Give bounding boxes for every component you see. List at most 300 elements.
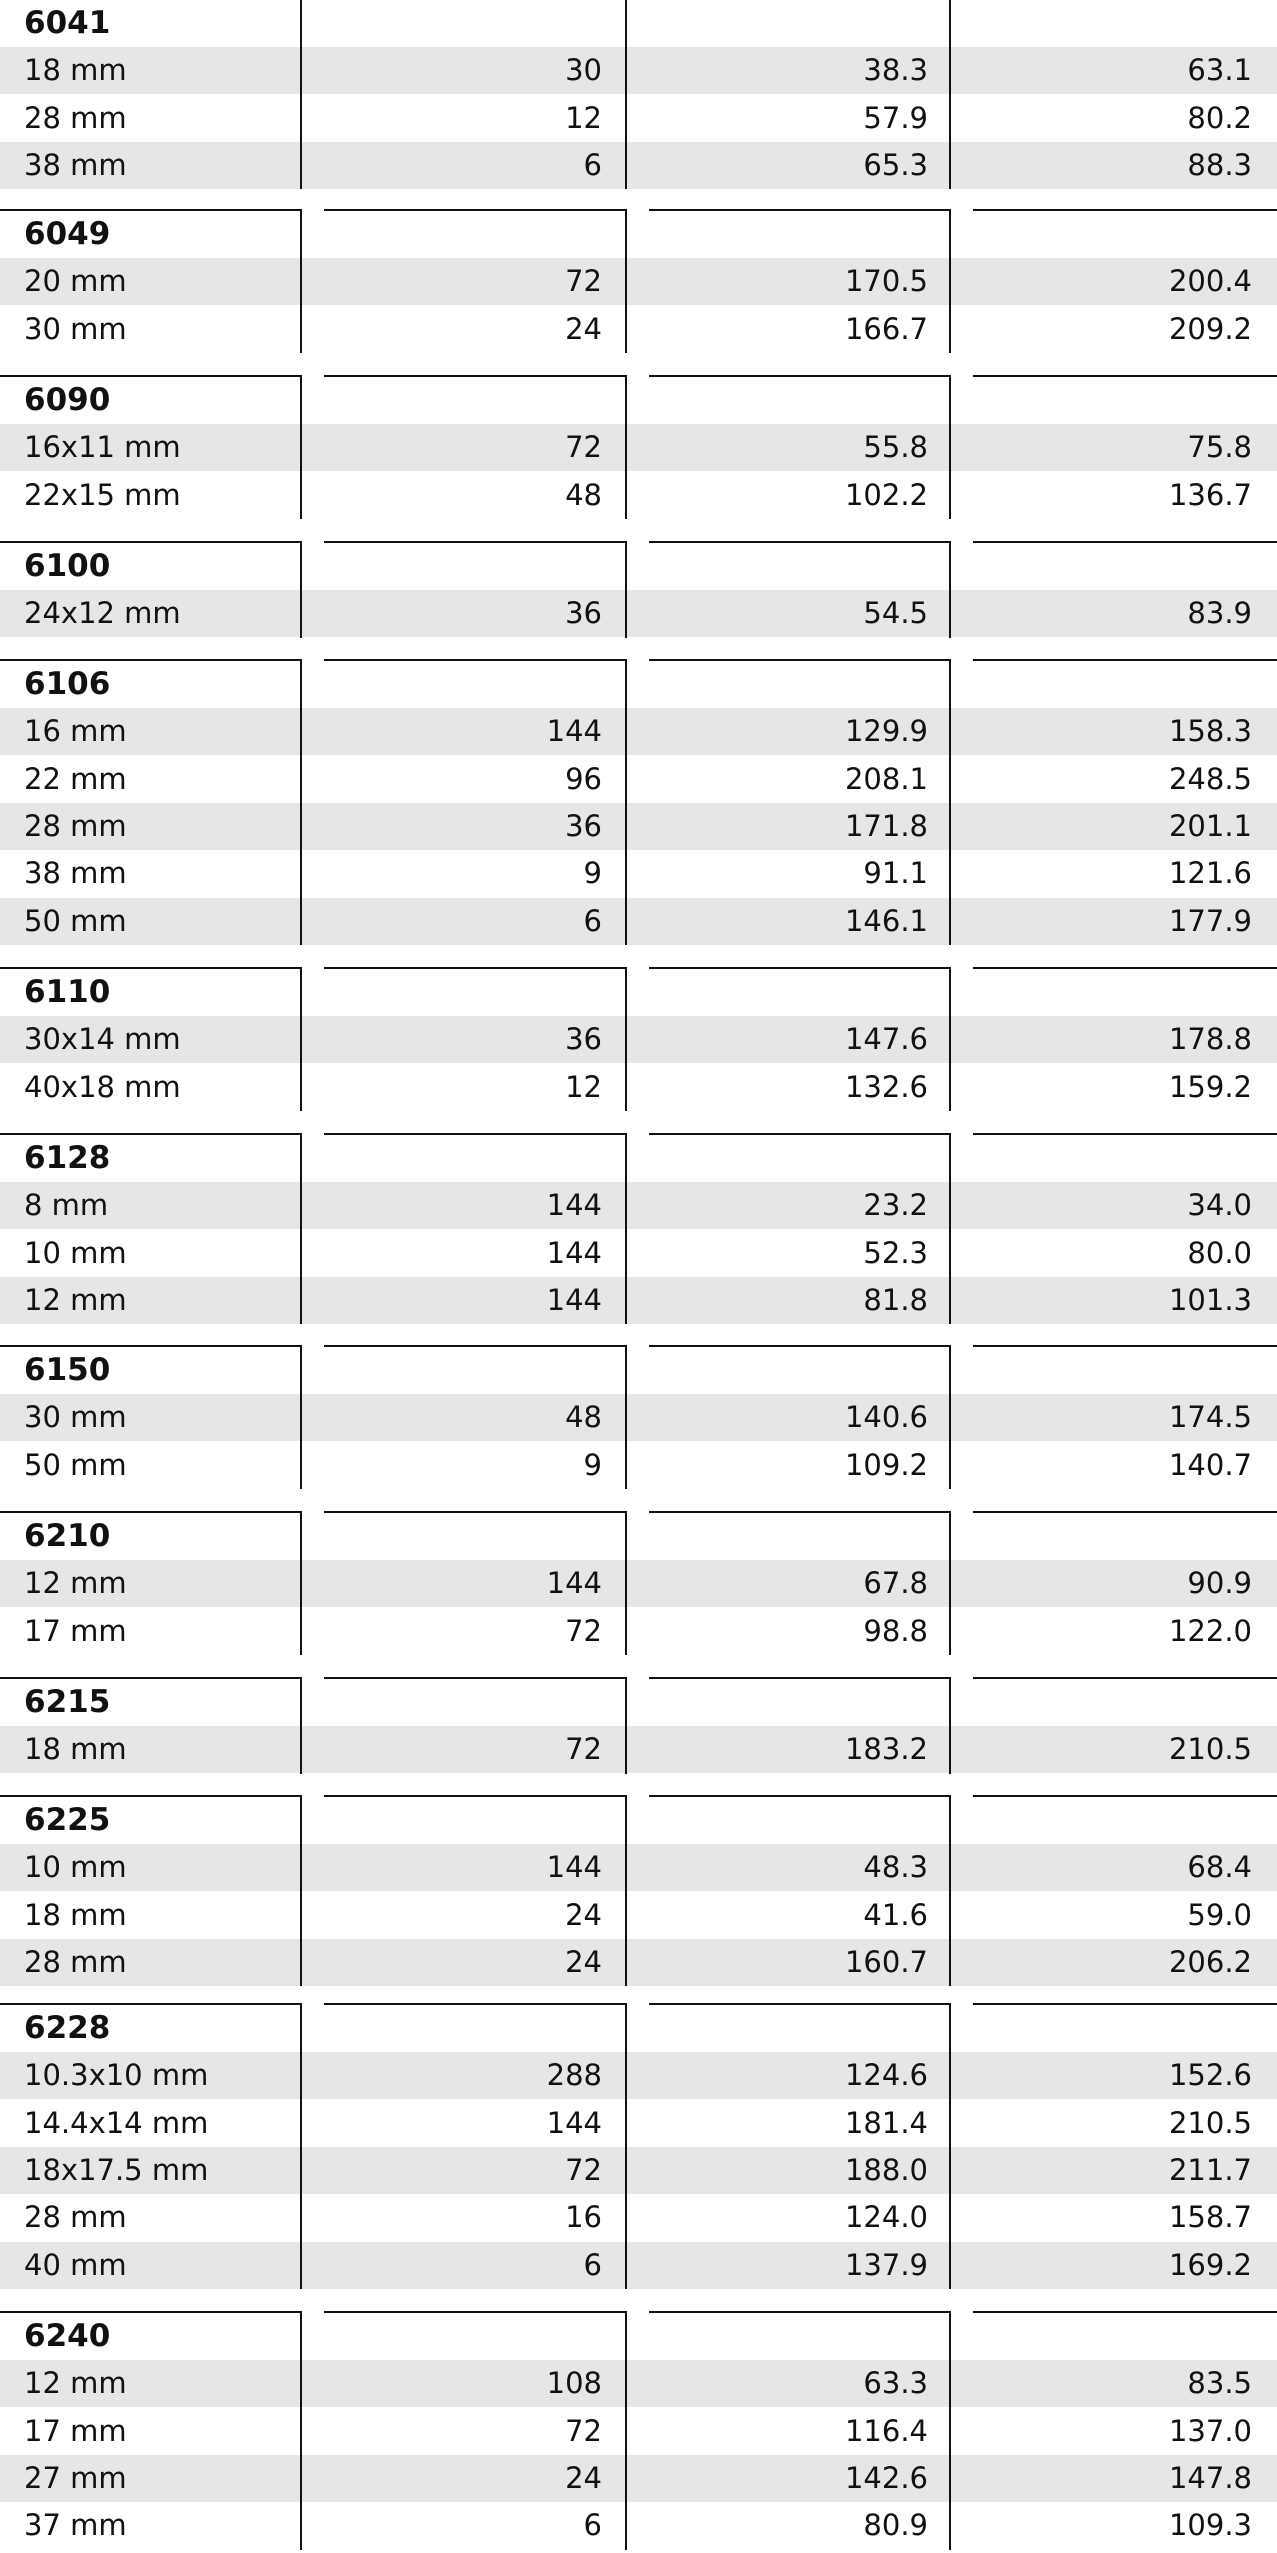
- column-divider: [949, 1345, 951, 1489]
- value-a-cell: 41.6: [863, 1898, 928, 1932]
- quantity-cell: 72: [565, 1732, 602, 1766]
- size-cell: 22x15 mm: [24, 478, 181, 512]
- group-header-row: [0, 377, 1277, 424]
- value-a-cell: 52.3: [863, 1236, 928, 1270]
- column-divider: [949, 2311, 951, 2550]
- column-top-border: [0, 541, 301, 543]
- group-code: 6106: [24, 666, 111, 702]
- column-top-border: [649, 1345, 950, 1347]
- product-group-6150: [0, 1347, 1277, 1489]
- table-row: [0, 1844, 1277, 1891]
- column-top-border: [0, 2311, 301, 2313]
- size-cell: 18 mm: [24, 53, 127, 87]
- column-divider: [300, 0, 302, 189]
- column-top-border: [973, 1795, 1277, 1797]
- group-code: 6090: [24, 382, 111, 418]
- quantity-cell: 6: [583, 148, 602, 182]
- table-row: [0, 95, 1277, 142]
- quantity-cell: 144: [546, 1236, 602, 1270]
- table-row: [0, 47, 1277, 94]
- quantity-cell: 24: [565, 1945, 602, 1979]
- size-cell: 12 mm: [24, 1283, 127, 1317]
- value-a-cell: 23.2: [863, 1188, 928, 1222]
- column-top-border: [324, 541, 626, 543]
- table-row: [0, 306, 1277, 353]
- value-b-cell: 59.0: [1187, 1898, 1252, 1932]
- value-b-cell: 122.0: [1168, 1614, 1252, 1648]
- value-a-cell: 183.2: [844, 1732, 928, 1766]
- product-group-6225: [0, 1797, 1277, 1986]
- quantity-cell: 24: [565, 312, 602, 346]
- value-b-cell: 140.7: [1168, 1448, 1252, 1482]
- column-divider: [300, 967, 302, 1111]
- table-row: [0, 2100, 1277, 2147]
- value-a-cell: 146.1: [844, 904, 928, 938]
- group-code: 6041: [24, 5, 111, 41]
- value-a-cell: 98.8: [863, 1614, 928, 1648]
- column-divider: [625, 375, 627, 519]
- column-top-border: [0, 1511, 301, 1513]
- column-top-border: [973, 1133, 1277, 1135]
- quantity-cell: 144: [546, 1283, 602, 1317]
- quantity-cell: 72: [565, 430, 602, 464]
- column-top-border: [649, 1795, 950, 1797]
- value-a-cell: 170.5: [844, 264, 928, 298]
- table-row: [0, 258, 1277, 305]
- column-top-border: [0, 2003, 301, 2005]
- value-a-cell: 81.8: [863, 1283, 928, 1317]
- size-cell: 30x14 mm: [24, 1022, 181, 1056]
- value-b-cell: 178.8: [1168, 1022, 1252, 1056]
- value-a-cell: 124.6: [844, 2058, 928, 2092]
- column-top-border: [324, 1345, 626, 1347]
- value-b-cell: 200.4: [1168, 264, 1252, 298]
- value-a-cell: 147.6: [844, 1022, 928, 1056]
- table-row: [0, 142, 1277, 189]
- value-b-cell: 177.9: [1168, 904, 1252, 938]
- size-cell: 40 mm: [24, 2248, 127, 2282]
- value-b-cell: 201.1: [1168, 809, 1252, 843]
- value-b-cell: 158.3: [1168, 714, 1252, 748]
- table-row: [0, 1016, 1277, 1063]
- column-divider: [300, 1345, 302, 1489]
- group-code: 6228: [24, 2010, 111, 2046]
- table-row: [0, 472, 1277, 519]
- size-cell: 27 mm: [24, 2461, 127, 2495]
- value-b-cell: 80.0: [1187, 1236, 1252, 1270]
- column-top-border: [973, 2311, 1277, 2313]
- column-top-border: [973, 541, 1277, 543]
- column-top-border: [649, 209, 950, 211]
- value-b-cell: 152.6: [1168, 2058, 1252, 2092]
- value-a-cell: 129.9: [844, 714, 928, 748]
- group-header-row: [0, 1135, 1277, 1182]
- product-group-6228: [0, 2005, 1277, 2289]
- product-group-6090: [0, 377, 1277, 519]
- column-top-border: [324, 967, 626, 969]
- column-divider: [625, 2311, 627, 2550]
- column-top-border: [649, 375, 950, 377]
- column-divider: [300, 1511, 302, 1655]
- group-code: 6110: [24, 974, 111, 1010]
- table-row: [0, 1277, 1277, 1324]
- value-a-cell: 181.4: [844, 2106, 928, 2140]
- quantity-cell: 12: [565, 101, 602, 135]
- value-a-cell: 109.2: [844, 1448, 928, 1482]
- value-a-cell: 80.9: [863, 2508, 928, 2542]
- value-a-cell: 91.1: [863, 856, 928, 890]
- size-cell: 50 mm: [24, 1448, 127, 1482]
- product-group-6106: [0, 661, 1277, 945]
- quantity-cell: 6: [583, 2508, 602, 2542]
- quantity-cell: 144: [546, 714, 602, 748]
- column-top-border: [324, 1677, 626, 1679]
- column-top-border: [324, 2003, 626, 2005]
- value-a-cell: 160.7: [844, 1945, 928, 1979]
- quantity-cell: 48: [565, 478, 602, 512]
- quantity-cell: 144: [546, 1850, 602, 1884]
- column-divider: [949, 1511, 951, 1655]
- table-row: [0, 2242, 1277, 2289]
- column-top-border: [0, 375, 301, 377]
- value-b-cell: 83.9: [1187, 596, 1252, 630]
- column-top-border: [324, 1795, 626, 1797]
- column-divider: [625, 1795, 627, 1986]
- group-header-row: [0, 969, 1277, 1016]
- column-divider: [625, 1345, 627, 1489]
- table-row: [0, 1939, 1277, 1986]
- value-b-cell: 209.2: [1168, 312, 1252, 346]
- value-b-cell: 211.7: [1168, 2153, 1252, 2187]
- value-a-cell: 171.8: [844, 809, 928, 843]
- column-top-border: [649, 1677, 950, 1679]
- column-top-border: [973, 967, 1277, 969]
- column-top-border: [324, 659, 626, 661]
- column-divider: [625, 541, 627, 638]
- value-b-cell: 158.7: [1168, 2200, 1252, 2234]
- column-divider: [625, 967, 627, 1111]
- value-b-cell: 109.3: [1168, 2508, 1252, 2542]
- value-a-cell: 102.2: [844, 478, 928, 512]
- column-top-border: [649, 2311, 950, 2313]
- group-code: 6225: [24, 1802, 111, 1838]
- column-top-border: [324, 1133, 626, 1135]
- column-top-border: [973, 1677, 1277, 1679]
- table-row: [0, 2194, 1277, 2241]
- column-divider: [300, 209, 302, 353]
- table-row: [0, 1064, 1277, 1111]
- value-a-cell: 208.1: [844, 762, 928, 796]
- quantity-cell: 12: [565, 1070, 602, 1104]
- value-b-cell: 80.2: [1187, 101, 1252, 135]
- quantity-cell: 144: [546, 2106, 602, 2140]
- group-code: 6128: [24, 1140, 111, 1176]
- table-row: [0, 1394, 1277, 1441]
- value-b-cell: 88.3: [1187, 148, 1252, 182]
- table-row: [0, 898, 1277, 945]
- column-divider: [949, 1677, 951, 1774]
- column-divider: [949, 659, 951, 945]
- value-b-cell: 210.5: [1168, 1732, 1252, 1766]
- quantity-cell: 72: [565, 1614, 602, 1648]
- group-header-row: [0, 543, 1277, 590]
- table-row: [0, 590, 1277, 637]
- column-top-border: [0, 659, 301, 661]
- value-b-cell: 101.3: [1168, 1283, 1252, 1317]
- product-group-6049: [0, 211, 1277, 353]
- group-code: 6240: [24, 2318, 111, 2354]
- column-top-border: [324, 2311, 626, 2313]
- size-cell: 38 mm: [24, 856, 127, 890]
- quantity-cell: 144: [546, 1566, 602, 1600]
- size-cell: 37 mm: [24, 2508, 127, 2542]
- quantity-cell: 96: [565, 762, 602, 796]
- size-cell: 12 mm: [24, 2366, 127, 2400]
- product-group-6041: [0, 0, 1277, 189]
- group-header-row: [0, 211, 1277, 258]
- size-cell: 28 mm: [24, 101, 127, 135]
- group-code: 6049: [24, 216, 111, 252]
- quantity-cell: 6: [583, 904, 602, 938]
- value-a-cell: 65.3: [863, 148, 928, 182]
- size-cell: 30 mm: [24, 312, 127, 346]
- value-a-cell: 132.6: [844, 1070, 928, 1104]
- column-top-border: [973, 375, 1277, 377]
- table-row: [0, 1608, 1277, 1655]
- table-row: [0, 850, 1277, 897]
- size-cell: 12 mm: [24, 1566, 127, 1600]
- product-group-6128: [0, 1135, 1277, 1324]
- column-top-border: [324, 1511, 626, 1513]
- column-divider: [625, 1511, 627, 1655]
- quantity-cell: 72: [565, 264, 602, 298]
- value-a-cell: 166.7: [844, 312, 928, 346]
- value-b-cell: 174.5: [1168, 1400, 1252, 1434]
- value-b-cell: 136.7: [1168, 478, 1252, 512]
- column-top-border: [0, 209, 301, 211]
- size-cell: 28 mm: [24, 2200, 127, 2234]
- column-top-border: [0, 1133, 301, 1135]
- size-cell: 17 mm: [24, 1614, 127, 1648]
- quantity-cell: 72: [565, 2153, 602, 2187]
- value-b-cell: 169.2: [1168, 2248, 1252, 2282]
- quantity-cell: 108: [546, 2366, 602, 2400]
- column-top-border: [973, 659, 1277, 661]
- group-code: 6150: [24, 1352, 111, 1388]
- column-divider: [949, 375, 951, 519]
- size-cell: 18 mm: [24, 1732, 127, 1766]
- group-header-row: [0, 2005, 1277, 2052]
- product-group-6215: [0, 1679, 1277, 1774]
- column-divider: [949, 1795, 951, 1986]
- table-row: [0, 1182, 1277, 1229]
- value-b-cell: 206.2: [1168, 1945, 1252, 1979]
- column-divider: [625, 209, 627, 353]
- value-b-cell: 63.1: [1187, 53, 1252, 87]
- column-divider: [300, 541, 302, 638]
- table-row: [0, 2360, 1277, 2407]
- quantity-cell: 288: [546, 2058, 602, 2092]
- value-b-cell: 90.9: [1187, 1566, 1252, 1600]
- quantity-cell: 24: [565, 1898, 602, 1932]
- table-row: [0, 2502, 1277, 2549]
- column-divider: [625, 0, 627, 189]
- column-divider: [949, 209, 951, 353]
- column-top-border: [649, 541, 950, 543]
- quantity-cell: 30: [565, 53, 602, 87]
- value-b-cell: 147.8: [1168, 2461, 1252, 2495]
- column-top-border: [973, 1511, 1277, 1513]
- value-a-cell: 116.4: [844, 2414, 928, 2448]
- size-cell: 10.3x10 mm: [24, 2058, 209, 2092]
- column-divider: [300, 2311, 302, 2550]
- value-b-cell: 210.5: [1168, 2106, 1252, 2140]
- value-b-cell: 248.5: [1168, 762, 1252, 796]
- size-cell: 17 mm: [24, 2414, 127, 2448]
- group-header-row: [0, 661, 1277, 708]
- quantity-cell: 36: [565, 809, 602, 843]
- table-row: [0, 2455, 1277, 2502]
- column-divider: [300, 1133, 302, 1324]
- value-a-cell: 63.3: [863, 2366, 928, 2400]
- quantity-cell: 16: [565, 2200, 602, 2234]
- quantity-cell: 144: [546, 1188, 602, 1222]
- quantity-cell: 9: [583, 1448, 602, 1482]
- column-top-border: [649, 1133, 950, 1135]
- group-code: 6210: [24, 1518, 111, 1554]
- table-row: [0, 708, 1277, 755]
- value-a-cell: 188.0: [844, 2153, 928, 2187]
- size-cell: 20 mm: [24, 264, 127, 298]
- value-a-cell: 57.9: [863, 101, 928, 135]
- value-a-cell: 48.3: [863, 1850, 928, 1884]
- column-divider: [300, 2003, 302, 2289]
- table-row: [0, 424, 1277, 471]
- table-row: [0, 1726, 1277, 1773]
- column-divider: [625, 659, 627, 945]
- size-cell: 40x18 mm: [24, 1070, 181, 1104]
- product-group-6240: [0, 2313, 1277, 2550]
- column-divider: [949, 541, 951, 638]
- group-code: 6215: [24, 1684, 111, 1720]
- group-header-row: [0, 1797, 1277, 1844]
- value-a-cell: 38.3: [863, 53, 928, 87]
- column-divider: [300, 375, 302, 519]
- value-b-cell: 121.6: [1168, 856, 1252, 890]
- column-divider: [625, 1677, 627, 1774]
- value-a-cell: 54.5: [863, 596, 928, 630]
- size-cell: 38 mm: [24, 148, 127, 182]
- value-b-cell: 159.2: [1168, 1070, 1252, 1104]
- group-header-row: [0, 1347, 1277, 1394]
- group-header-row: [0, 2313, 1277, 2360]
- size-cell: 8 mm: [24, 1188, 109, 1222]
- quantity-cell: 36: [565, 596, 602, 630]
- column-top-border: [649, 2003, 950, 2005]
- quantity-cell: 48: [565, 1400, 602, 1434]
- size-cell: 16x11 mm: [24, 430, 181, 464]
- column-top-border: [649, 659, 950, 661]
- product-group-6110: [0, 969, 1277, 1111]
- table-row: [0, 2408, 1277, 2455]
- size-cell: 28 mm: [24, 809, 127, 843]
- column-top-border: [649, 1511, 950, 1513]
- quantity-cell: 24: [565, 2461, 602, 2495]
- size-cell: 22 mm: [24, 762, 127, 796]
- value-b-cell: 83.5: [1187, 2366, 1252, 2400]
- value-a-cell: 140.6: [844, 1400, 928, 1434]
- product-group-6100: [0, 543, 1277, 638]
- quantity-cell: 36: [565, 1022, 602, 1056]
- size-cell: 24x12 mm: [24, 596, 181, 630]
- column-top-border: [0, 967, 301, 969]
- table-row: [0, 803, 1277, 850]
- column-divider: [300, 659, 302, 945]
- column-top-border: [0, 1345, 301, 1347]
- value-a-cell: 142.6: [844, 2461, 928, 2495]
- column-divider: [625, 1133, 627, 1324]
- table-row: [0, 1892, 1277, 1939]
- column-divider: [949, 967, 951, 1111]
- column-top-border: [0, 1795, 301, 1797]
- product-group-6210: [0, 1513, 1277, 1655]
- group-header-row: [0, 1513, 1277, 1560]
- size-cell: 16 mm: [24, 714, 127, 748]
- table-row: [0, 2052, 1277, 2099]
- value-a-cell: 67.8: [863, 1566, 928, 1600]
- value-a-cell: 137.9: [844, 2248, 928, 2282]
- table-row: [0, 2147, 1277, 2194]
- column-top-border: [324, 375, 626, 377]
- value-a-cell: 55.8: [863, 430, 928, 464]
- group-header-row: [0, 0, 1277, 47]
- column-top-border: [0, 1677, 301, 1679]
- quantity-cell: 9: [583, 856, 602, 890]
- column-top-border: [973, 209, 1277, 211]
- table-row: [0, 756, 1277, 803]
- table-row: [0, 1560, 1277, 1607]
- quantity-cell: 6: [583, 2248, 602, 2282]
- size-cell: 18x17.5 mm: [24, 2153, 209, 2187]
- value-b-cell: 137.0: [1168, 2414, 1252, 2448]
- group-header-row: [0, 1679, 1277, 1726]
- column-top-border: [649, 967, 950, 969]
- size-cell: 10 mm: [24, 1236, 127, 1270]
- table-row: [0, 1230, 1277, 1277]
- size-cell: 18 mm: [24, 1898, 127, 1932]
- size-cell: 30 mm: [24, 1400, 127, 1434]
- column-divider: [625, 2003, 627, 2289]
- size-cell: 28 mm: [24, 1945, 127, 1979]
- column-top-border: [973, 2003, 1277, 2005]
- value-b-cell: 68.4: [1187, 1850, 1252, 1884]
- column-divider: [300, 1677, 302, 1774]
- size-cell: 10 mm: [24, 1850, 127, 1884]
- group-code: 6100: [24, 548, 111, 584]
- value-b-cell: 34.0: [1187, 1188, 1252, 1222]
- size-cell: 14.4x14 mm: [24, 2106, 209, 2140]
- size-cell: 50 mm: [24, 904, 127, 938]
- value-b-cell: 75.8: [1187, 430, 1252, 464]
- column-top-border: [324, 209, 626, 211]
- value-a-cell: 124.0: [844, 2200, 928, 2234]
- table-row: [0, 1442, 1277, 1489]
- column-divider: [949, 2003, 951, 2289]
- column-divider: [949, 1133, 951, 1324]
- column-divider: [300, 1795, 302, 1986]
- column-divider: [949, 0, 951, 189]
- column-top-border: [973, 1345, 1277, 1347]
